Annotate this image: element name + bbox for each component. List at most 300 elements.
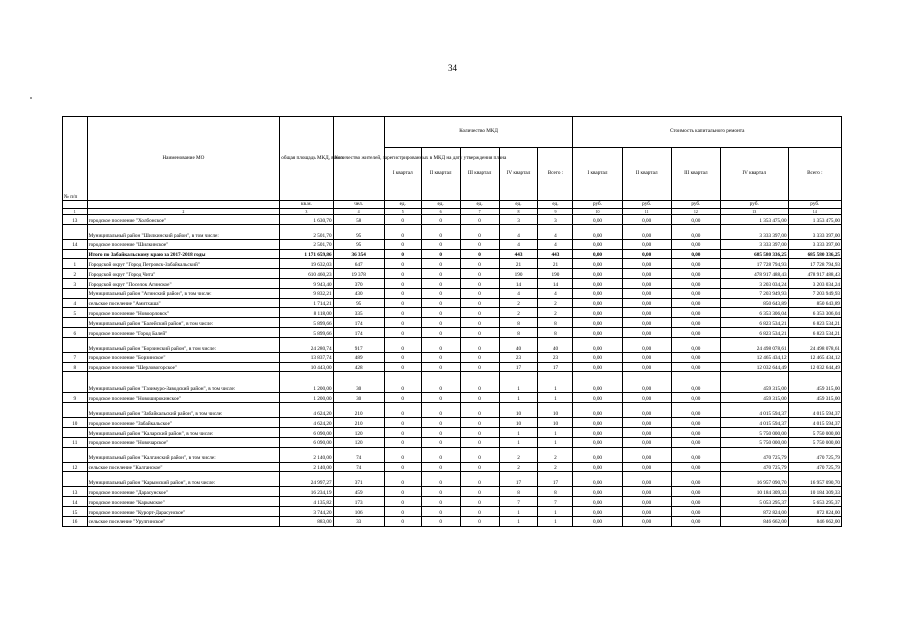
cost-q1-cell: 0,00 — [573, 278, 622, 288]
table-row — [63, 516, 842, 526]
residents-cell: 174 — [333, 327, 384, 337]
cost-q1-cell: 0,00 — [573, 239, 622, 249]
row-number — [63, 288, 88, 298]
header-cost-q1: I квартал — [573, 148, 622, 201]
mkd-q1-cell: 0 — [384, 224, 421, 239]
mkd-q4-cell: 2 — [499, 308, 538, 318]
mkd-total-cell: 4 — [538, 224, 573, 239]
mo-name: Итого по Забайкальскому краю за 2017-2018 годы — [87, 249, 280, 259]
mkd-q2-cell: 0 — [421, 427, 460, 437]
table-row — [63, 372, 842, 393]
mo-name: Муниципальный район "Каларский район", в том числе: — [87, 427, 280, 437]
mkd-q4-cell: 1 — [499, 427, 538, 437]
cost-q2-cell: 0,00 — [622, 497, 671, 507]
cost-total-cell: 16 957 090,70 — [788, 472, 841, 487]
cost-q4-cell: 3 333 397,00 — [720, 224, 788, 239]
mkd-q2-cell: 0 — [421, 403, 460, 418]
mo-name: сельское поселение "Калганское" — [87, 462, 280, 472]
cost-q2-cell: 0,00 — [622, 318, 671, 328]
mkd-q3-cell: 0 — [460, 372, 499, 393]
table-row — [63, 393, 842, 403]
mkd-q3-cell: 0 — [460, 269, 499, 279]
residents-cell: 371 — [333, 472, 384, 487]
mkd-q1-cell: 0 — [384, 487, 421, 497]
table-row — [63, 427, 842, 437]
cost-total-cell: 850 643,89 — [788, 298, 841, 308]
cost-total-cell: 6 353 306,04 — [788, 308, 841, 318]
mkd-q2-cell: 0 — [421, 288, 460, 298]
mkd-q1-cell: 0 — [384, 427, 421, 437]
mkd-q1-cell: 0 — [384, 298, 421, 308]
cost-q1-cell: 0,00 — [573, 437, 622, 447]
unit-cell: ед. — [460, 201, 499, 209]
mkd-q2-cell: 0 — [421, 298, 460, 308]
column-number: 13 — [720, 209, 788, 215]
cost-q1-cell: 0,00 — [573, 269, 622, 279]
mkd-q3-cell: 0 — [460, 487, 499, 497]
cost-q4-cell: 24 498 078,61 — [720, 337, 788, 352]
mo-name: городское поселение "Новочарское" — [87, 437, 280, 447]
mo-name: Муниципальный район "Агинский район", в том числе: — [87, 288, 280, 298]
cost-q4-cell: 5 750 000,00 — [720, 437, 788, 447]
mo-name: городское поселение "Город Балей" — [87, 327, 280, 337]
residents-cell: 58 — [333, 215, 384, 225]
residents-cell: 95 — [333, 239, 384, 249]
row-number: 6 — [63, 327, 88, 337]
mkd-q4-cell: 10 — [499, 418, 538, 428]
cost-q1-cell: 0,00 — [573, 447, 622, 462]
table-row — [63, 337, 842, 352]
column-number: 11 — [622, 209, 671, 215]
cost-q4-cell: 16 957 090,70 — [720, 472, 788, 487]
cost-q4-cell: 1 353 475,00 — [720, 215, 788, 225]
mkd-q3-cell: 0 — [460, 278, 499, 288]
cost-q4-cell: 846 662,00 — [720, 516, 788, 526]
row-number: 13 — [63, 215, 88, 225]
mkd-q4-cell: 17 — [499, 362, 538, 372]
mkd-total-cell: 1 — [538, 437, 573, 447]
cost-q1-cell: 0,00 — [573, 337, 622, 352]
cost-total-cell: 24 498 078,61 — [788, 337, 841, 352]
table-row — [63, 269, 842, 279]
cost-q1-cell: 0,00 — [573, 472, 622, 487]
mkd-total-cell: 17 — [538, 362, 573, 372]
table-row — [63, 259, 842, 269]
area-cell: 19 632,03 — [280, 259, 333, 269]
mo-name: городское поселение "Холбонское" — [87, 215, 280, 225]
mkd-q1-cell: 0 — [384, 362, 421, 372]
mkd-total-cell: 1 — [538, 427, 573, 437]
mo-name: городское поселение "Курорт-Дарасунское" — [87, 506, 280, 516]
header-residents: Количество жителей, зарегистрированных в МКД на дату утверждения плана — [333, 117, 384, 201]
table-row — [63, 487, 842, 497]
unit-cell: кв.м. — [280, 201, 333, 209]
cost-q2-cell: 0,00 — [622, 269, 671, 279]
mkd-q1-cell: 0 — [384, 308, 421, 318]
mkd-q1-cell: 0 — [384, 269, 421, 279]
mkd-q1-cell: 0 — [384, 418, 421, 428]
cost-q2-cell: 0,00 — [622, 418, 671, 428]
mkd-q1-cell: 0 — [384, 462, 421, 472]
mkd-q3-cell: 0 — [460, 215, 499, 225]
area-cell: 4 624,20 — [280, 403, 333, 418]
mo-name: Муниципальный район "Газимуро-Заводский район", в том числе: — [87, 372, 280, 393]
column-number: 9 — [538, 209, 573, 215]
row-number: 7 — [63, 352, 88, 362]
mo-name: городское поселение "Дарасунское" — [87, 487, 280, 497]
cost-total-cell: 4 015 594,37 — [788, 403, 841, 418]
mkd-q3-cell: 0 — [460, 362, 499, 372]
area-cell: 883,00 — [280, 516, 333, 526]
mkd-q4-cell: 23 — [499, 352, 538, 362]
cost-q3-cell: 0,00 — [671, 318, 720, 328]
residents-cell: 210 — [333, 403, 384, 418]
table-row — [63, 224, 842, 239]
header-group-mkd: Количество МКД — [384, 117, 573, 148]
mkd-total-cell: 10 — [538, 403, 573, 418]
residents-cell: 30 — [333, 393, 384, 403]
unit-cell: руб. — [622, 201, 671, 209]
cost-q1-cell: 0,00 — [573, 516, 622, 526]
mkd-q1-cell: 0 — [384, 278, 421, 288]
mkd-total-cell: 17 — [538, 472, 573, 487]
cost-q1-cell: 0,00 — [573, 362, 622, 372]
cost-q4-cell: 17 728 794,93 — [720, 259, 788, 269]
mkd-q1-cell: 0 — [384, 472, 421, 487]
cost-q3-cell: 0,00 — [671, 427, 720, 437]
cost-q1-cell: 0,00 — [573, 259, 622, 269]
residents-cell: 74 — [333, 447, 384, 462]
mkd-q2-cell: 0 — [421, 249, 460, 259]
area-cell: 1 200,00 — [280, 393, 333, 403]
row-number — [63, 447, 88, 462]
mkd-q4-cell: 2 — [499, 447, 538, 462]
unit-cell: чел. — [333, 201, 384, 209]
mkd-q3-cell: 0 — [460, 224, 499, 239]
mkd-total-cell: 40 — [538, 337, 573, 352]
cost-q1-cell: 0,00 — [573, 487, 622, 497]
mkd-q1-cell: 0 — [384, 506, 421, 516]
cost-q2-cell: 0,00 — [622, 472, 671, 487]
mkd-q4-cell: 21 — [499, 259, 538, 269]
residents-cell: 430 — [333, 288, 384, 298]
residents-cell: 173 — [333, 497, 384, 507]
mkd-q4-cell: 4 — [499, 288, 538, 298]
mkd-q4-cell: 1 — [499, 506, 538, 516]
mkd-q1-cell: 0 — [384, 239, 421, 249]
mkd-q3-cell: 0 — [460, 298, 499, 308]
cost-q3-cell: 0,00 — [671, 215, 720, 225]
row-number: 14 — [63, 497, 88, 507]
mkd-q4-cell: 4 — [499, 224, 538, 239]
mkd-total-cell: 10 — [538, 418, 573, 428]
mo-name: городское поселение "Шилкинское" — [87, 239, 280, 249]
row-number: 2 — [63, 269, 88, 279]
mkd-q1-cell: 0 — [384, 393, 421, 403]
cost-q2-cell: 0,00 — [622, 487, 671, 497]
header-name: Наименование МО — [87, 117, 280, 201]
mkd-q3-cell: 0 — [460, 327, 499, 337]
residents-cell: 917 — [333, 337, 384, 352]
cost-q1-cell: 0,00 — [573, 327, 622, 337]
residents-cell: 647 — [333, 259, 384, 269]
table-row — [63, 447, 842, 462]
cost-q2-cell: 0,00 — [622, 447, 671, 462]
cost-q3-cell: 0,00 — [671, 278, 720, 288]
mkd-q2-cell: 0 — [421, 472, 460, 487]
row-number: 9 — [63, 393, 88, 403]
cost-q4-cell: 478 917 488,43 — [720, 269, 788, 279]
area-cell: 9 943,40 — [280, 278, 333, 288]
row-number: 5 — [63, 308, 88, 318]
mkd-total-cell: 23 — [538, 352, 573, 362]
mkd-q4-cell: 7 — [499, 497, 538, 507]
cost-total-cell: 470 725,79 — [788, 462, 841, 472]
cost-q1-cell: 0,00 — [573, 224, 622, 239]
cost-q4-cell: 6 353 306,04 — [720, 308, 788, 318]
mkd-q2-cell: 0 — [421, 337, 460, 352]
area-cell: 4 624,20 — [280, 418, 333, 428]
page-number: 34 — [448, 63, 457, 73]
total-row — [63, 249, 842, 259]
cost-q4-cell: 7 203 949,93 — [720, 288, 788, 298]
mkd-q3-cell: 0 — [460, 437, 499, 447]
mkd-q2-cell: 0 — [421, 259, 460, 269]
mkd-q2-cell: 0 — [421, 462, 460, 472]
mkd-q2-cell: 0 — [421, 418, 460, 428]
mkd-q1-cell: 0 — [384, 352, 421, 362]
mkd-q4-cell: 3 — [499, 215, 538, 225]
area-cell: 9 832,21 — [280, 288, 333, 298]
mkd-q1-cell: 0 — [384, 249, 421, 259]
cost-q4-cell: 470 725,79 — [720, 462, 788, 472]
cost-q3-cell: 0,00 — [671, 224, 720, 239]
cost-total-cell: 12 465 434,12 — [788, 352, 841, 362]
column-number: 4 — [333, 209, 384, 215]
mkd-q2-cell: 0 — [421, 447, 460, 462]
cost-total-cell: 3 333 397,00 — [788, 224, 841, 239]
cost-q2-cell: 0,00 — [622, 327, 671, 337]
mo-name: сельское поселение "Амитхаша" — [87, 298, 280, 308]
mkd-q3-cell: 0 — [460, 427, 499, 437]
cost-q4-cell: 12 465 434,12 — [720, 352, 788, 362]
row-number — [63, 318, 88, 328]
cost-q2-cell: 0,00 — [622, 224, 671, 239]
header-mkd-q1: I квартал — [384, 148, 421, 201]
cost-q2-cell: 0,00 — [622, 278, 671, 288]
mkd-q1-cell: 0 — [384, 437, 421, 447]
mkd-q4-cell: 2 — [499, 298, 538, 308]
cost-q4-cell: 850 643,89 — [720, 298, 788, 308]
mkd-total-cell: 2 — [538, 308, 573, 318]
row-number: 10 — [63, 418, 88, 428]
area-cell: 5 899,66 — [280, 318, 333, 328]
table-row — [63, 437, 842, 447]
cost-total-cell: 478 917 488,43 — [788, 269, 841, 279]
mkd-total-cell: 2 — [538, 462, 573, 472]
unit-cell: руб. — [720, 201, 788, 209]
cost-q4-cell: 10 184 309,33 — [720, 487, 788, 497]
table-row — [63, 362, 842, 372]
cost-q4-cell: 6 823 534,21 — [720, 318, 788, 328]
scan-speck — [30, 97, 32, 99]
column-number: 10 — [573, 209, 622, 215]
column-number: 8 — [499, 209, 538, 215]
table-row — [63, 462, 842, 472]
header-no: № п/п — [63, 117, 88, 201]
mkd-q2-cell: 0 — [421, 437, 460, 447]
mkd-q2-cell: 0 — [421, 352, 460, 362]
cost-q2-cell: 0,00 — [622, 298, 671, 308]
column-number: 2 — [87, 209, 280, 215]
unit-cell: ед. — [499, 201, 538, 209]
column-number: 1 — [63, 209, 88, 215]
mkd-total-cell: 8 — [538, 487, 573, 497]
mkd-q3-cell: 0 — [460, 516, 499, 526]
mkd-q3-cell: 0 — [460, 393, 499, 403]
cost-q2-cell: 0,00 — [622, 516, 671, 526]
cost-q2-cell: 0,00 — [622, 352, 671, 362]
row-number: 14 — [63, 239, 88, 249]
cost-q2-cell: 0,00 — [622, 288, 671, 298]
mkd-total-cell: 7 — [538, 497, 573, 507]
cost-total-cell: 846 662,00 — [788, 516, 841, 526]
header-cost-q2: II квартал — [622, 148, 671, 201]
residents-cell: 428 — [333, 362, 384, 372]
cost-q2-cell: 0,00 — [622, 308, 671, 318]
cost-q2-cell: 0,00 — [622, 427, 671, 437]
mkd-q3-cell: 0 — [460, 259, 499, 269]
area-cell: 3 744,20 — [280, 506, 333, 516]
mo-name: городское поселение "Борзинское" — [87, 352, 280, 362]
column-number: 14 — [788, 209, 841, 215]
residents-cell: 370 — [333, 278, 384, 288]
area-cell: 6 090,00 — [280, 427, 333, 437]
mkd-total-cell: 190 — [538, 269, 573, 279]
mo-name: Муниципальный район "Калганский район", в том числе: — [87, 447, 280, 462]
cost-total-cell: 3 203 034,24 — [788, 278, 841, 288]
mkd-q2-cell: 0 — [421, 506, 460, 516]
mkd-q2-cell: 0 — [421, 308, 460, 318]
area-cell: 5 899,66 — [280, 327, 333, 337]
cost-q3-cell: 0,00 — [671, 239, 720, 249]
mkd-q4-cell: 8 — [499, 318, 538, 328]
header-mkd-q3: III квартал — [460, 148, 499, 201]
residents-cell: 74 — [333, 462, 384, 472]
unit-cell — [63, 201, 88, 209]
mkd-q2-cell: 0 — [421, 487, 460, 497]
cost-q3-cell: 0,00 — [671, 249, 720, 259]
area-cell: 1 630,70 — [280, 215, 333, 225]
cost-q1-cell: 0,00 — [573, 393, 622, 403]
cost-total-cell: 6 823 534,21 — [788, 318, 841, 328]
cost-q2-cell: 0,00 — [622, 403, 671, 418]
mkd-q4-cell: 1 — [499, 372, 538, 393]
cost-q1-cell: 0,00 — [573, 497, 622, 507]
mkd-q4-cell: 1 — [499, 393, 538, 403]
row-number: 3 — [63, 278, 88, 288]
column-number: 6 — [421, 209, 460, 215]
area-cell: 610 460,23 — [280, 269, 333, 279]
cost-q3-cell: 0,00 — [671, 327, 720, 337]
row-number: 4 — [63, 298, 88, 308]
cost-q3-cell: 0,00 — [671, 506, 720, 516]
table-row — [63, 239, 842, 249]
cost-q1-cell: 0,00 — [573, 462, 622, 472]
residents-cell: 174 — [333, 318, 384, 328]
cost-q3-cell: 0,00 — [671, 437, 720, 447]
residents-cell: 36 354 — [333, 249, 384, 259]
mo-name: городское поселение "Карымское" — [87, 497, 280, 507]
table-row — [63, 418, 842, 428]
cost-q1-cell: 0,00 — [573, 352, 622, 362]
unit-cell: ед. — [421, 201, 460, 209]
cost-q4-cell: 459 315,00 — [720, 393, 788, 403]
row-number — [63, 249, 88, 259]
cost-q3-cell: 0,00 — [671, 337, 720, 352]
mkd-total-cell: 3 — [538, 215, 573, 225]
area-cell: 13 837,74 — [280, 352, 333, 362]
row-number — [63, 403, 88, 418]
residents-cell: 19 378 — [333, 269, 384, 279]
cost-q4-cell: 470 725,79 — [720, 447, 788, 462]
mo-name: городское поселение "Новоорловск" — [87, 308, 280, 318]
cost-q4-cell: 5 750 000,00 — [720, 427, 788, 437]
cost-q3-cell: 0,00 — [671, 362, 720, 372]
mkd-q2-cell: 0 — [421, 362, 460, 372]
units-row — [63, 201, 842, 209]
header-group-cost: Стоимость капитального ремонта — [573, 117, 842, 148]
row-number: 13 — [63, 487, 88, 497]
residents-cell: 335 — [333, 308, 384, 318]
cost-q1-cell: 0,00 — [573, 249, 622, 259]
cost-q3-cell: 0,00 — [671, 269, 720, 279]
mkd-total-cell: 21 — [538, 259, 573, 269]
cost-q1-cell: 0,00 — [573, 215, 622, 225]
mkd-q4-cell: 17 — [499, 472, 538, 487]
residents-cell: 459 — [333, 487, 384, 497]
row-number: 11 — [63, 437, 88, 447]
mkd-q2-cell: 0 — [421, 393, 460, 403]
cost-q3-cell: 0,00 — [671, 259, 720, 269]
cost-total-cell: 3 333 397,00 — [788, 239, 841, 249]
cost-q4-cell: 4 015 594,37 — [720, 418, 788, 428]
mkd-q3-cell: 0 — [460, 288, 499, 298]
cost-q4-cell: 3 333 397,00 — [720, 239, 788, 249]
mkd-total-cell: 2 — [538, 298, 573, 308]
table-row — [63, 308, 842, 318]
mkd-q3-cell: 0 — [460, 506, 499, 516]
mkd-q4-cell: 14 — [499, 278, 538, 288]
table-row — [63, 403, 842, 418]
unit-cell: руб. — [671, 201, 720, 209]
mkd-q3-cell: 0 — [460, 308, 499, 318]
cost-total-cell: 6 823 534,21 — [788, 327, 841, 337]
residents-cell: 489 — [333, 352, 384, 362]
mkd-total-cell: 1 — [538, 516, 573, 526]
mkd-q4-cell: 10 — [499, 403, 538, 418]
cost-total-cell: 7 203 949,93 — [788, 288, 841, 298]
area-cell: 1 171 659,86 — [280, 249, 333, 259]
cost-total-cell: 1 353 475,00 — [788, 215, 841, 225]
cost-q3-cell: 0,00 — [671, 487, 720, 497]
row-number — [63, 337, 88, 352]
mkd-q3-cell: 0 — [460, 337, 499, 352]
cost-q3-cell: 0,00 — [671, 352, 720, 362]
row-number: 8 — [63, 362, 88, 372]
mkd-q3-cell: 0 — [460, 318, 499, 328]
cost-q3-cell: 0,00 — [671, 516, 720, 526]
